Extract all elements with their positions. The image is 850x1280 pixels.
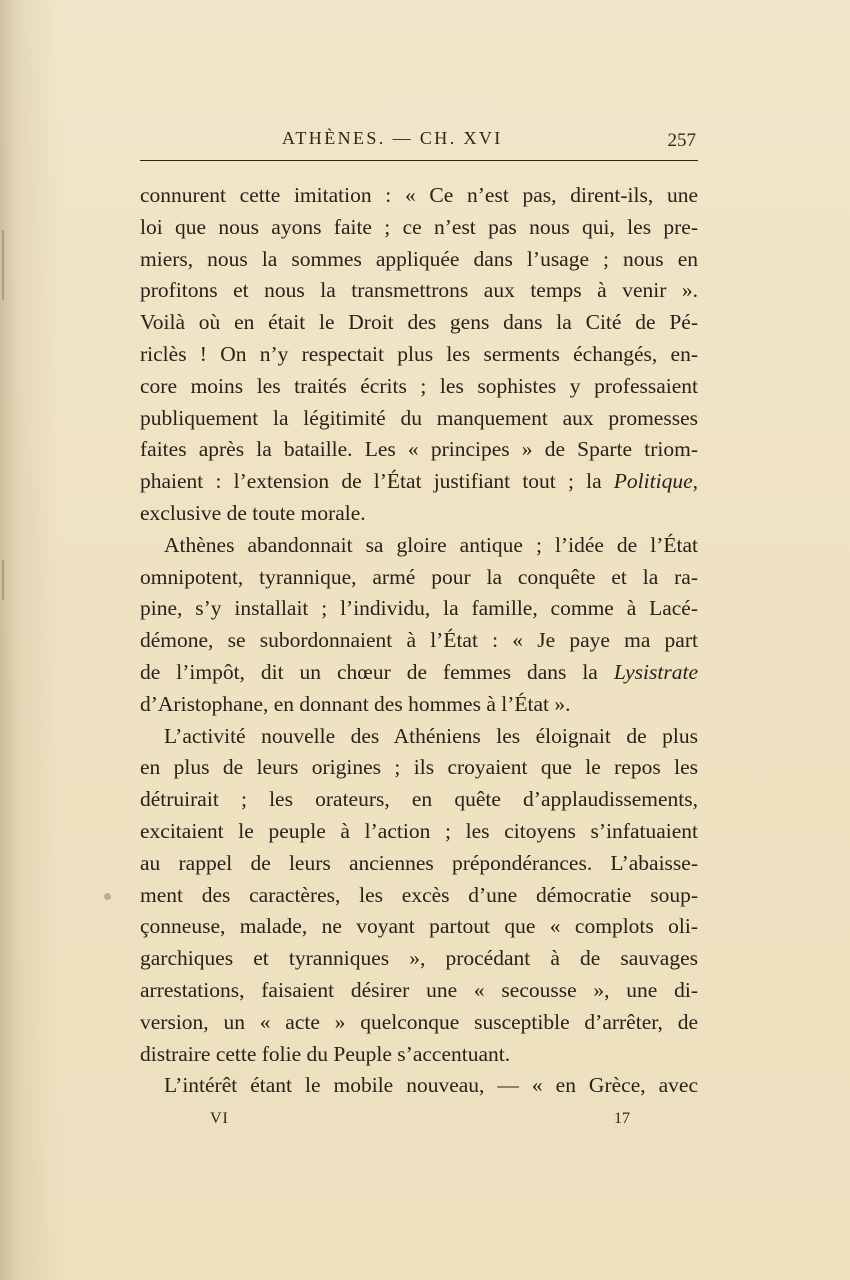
text-line: çonneuse, malade, ne voyant partout que « complots oli- (140, 914, 698, 939)
text-line: version, un « acte » quelconque susceptible d’arrêter, de (140, 1009, 698, 1034)
text-line: d’Aristophane, en donnant des hommes à l’État ». (140, 691, 571, 716)
text-line: connurent cette imitation : « Ce n’est pas, dirent-ils, une (140, 183, 698, 207)
text-line: arrestations, faisaient désirer une « secousse », une di- (140, 977, 698, 1002)
running-head: ATHÈNES. — CH. XVI (282, 128, 503, 148)
page-number: 257 (667, 130, 696, 151)
italic-title-politique: Politique, (613, 469, 698, 494)
text-line: pine, s’y installait ; l’individu, la famille, comme à Lacé- (140, 596, 698, 621)
page-footer (140, 1108, 698, 1134)
text-line: au rappel de leurs anciennes prépondérances. L’abaisse- (140, 850, 698, 875)
text-line: garchiques et tyranniques », procédant à de sauvages (140, 946, 698, 971)
header-rule (140, 160, 698, 161)
page-edge-mark (2, 230, 4, 300)
text-line: riclès ! On n’y respectait plus les serments échangés, en- (140, 341, 698, 366)
text-line (140, 657, 698, 689)
text-line: core moins les traités écrits ; les sophistes y professaient (140, 373, 698, 398)
text-line: miers, nous la sommes appliquée dans l’usage ; nous en (140, 246, 698, 271)
text-line: profitons et nous la transmettrons aux temps à venir ». (140, 278, 698, 303)
text-line: en plus de leurs origines ; ils croyaient que le repos les (140, 755, 698, 780)
signature-mark: VI (210, 1110, 229, 1127)
body-text (140, 180, 698, 1102)
page-edge-mark (2, 560, 4, 600)
text-line: distraire cette folie du Peuple s’accentuant. (140, 1041, 511, 1066)
text-line: loi que nous ayons faite ; ce n’est pas nous qui, les pre- (140, 214, 698, 239)
page-header (140, 120, 700, 154)
text-line: Voilà où en était le Droit des gens dans la Cité de Pé- (140, 310, 698, 335)
text-segment: de l’impôt, dit un chœur de femmes dans la (140, 659, 614, 684)
text-line: Athènes abandonnait sa gloire antique ; l’idée de l’État (164, 532, 698, 557)
margin-ink-dot (104, 893, 111, 900)
text-line: L’intérêt étant le mobile nouveau, — « en Grèce, avec (164, 1073, 698, 1098)
text-segment: phaient : l’extension de l’État justifiant tout ; la (140, 469, 614, 494)
text-line: exclusive de toute morale. (140, 500, 366, 525)
text-line (140, 466, 698, 498)
italic-title-lysistrate: Lysistrate (613, 659, 698, 684)
text-line: publiquement la légitimité du manquement aux promesses (140, 405, 698, 430)
text-line: excitaient le peuple à l’action ; les citoyens s’infatuaient (140, 818, 698, 843)
text-line: omnipotent, tyrannique, armé pour la conquête et la ra- (140, 564, 698, 589)
text-line: détruirait ; les orateurs, en quête d’applaudissements, (140, 787, 698, 812)
text-line: faites après la bataille. Les « principes » de Sparte triom- (140, 437, 698, 462)
text-line: démone, se subordonnaient à l’État : « Je paye ma part (140, 628, 698, 653)
text-line: ment des caractères, les excès d’une démocratie soup- (140, 882, 698, 907)
sheet-number: 17 (614, 1110, 630, 1127)
text-line: L’activité nouvelle des Athéniens les éloignait de plus (164, 723, 698, 748)
